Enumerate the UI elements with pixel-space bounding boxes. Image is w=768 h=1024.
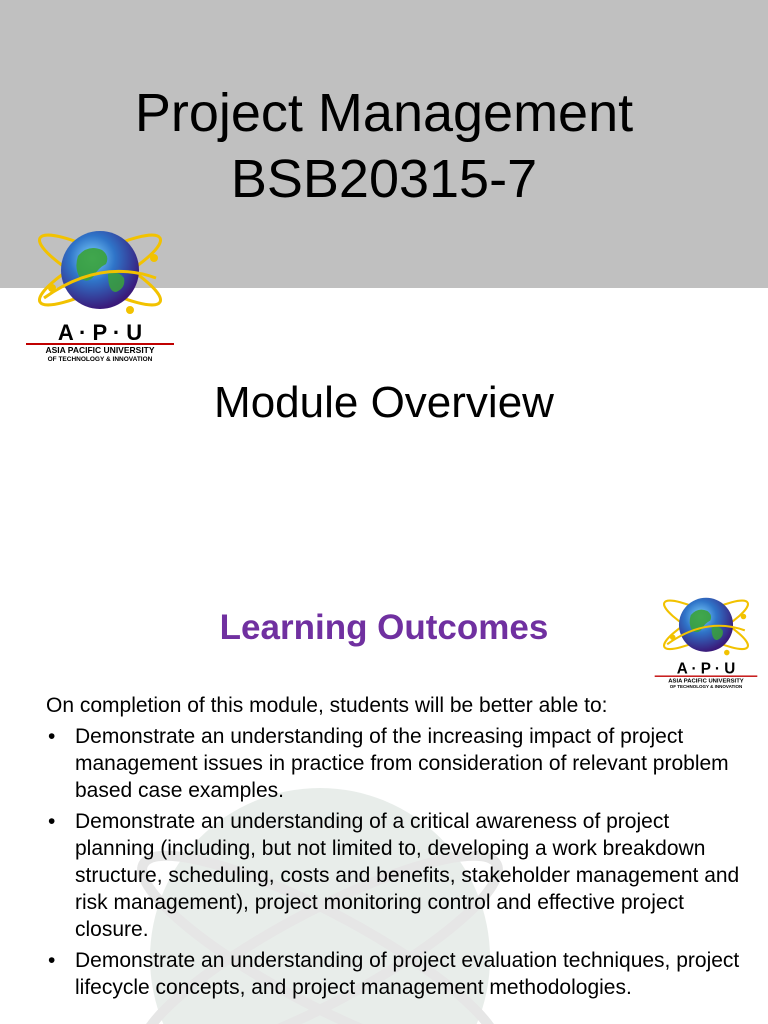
logo-wordmark: A · P · U [676, 660, 736, 678]
logo-subtitle-1: ASIA PACIFIC UNIVERSITY [45, 345, 155, 355]
outcomes-list [46, 723, 746, 1005]
list-item: • Demonstrate an understanding of project evaluation techniques, project lifecycle concepts, and project management methodologies. [46, 947, 746, 1001]
logo-wordmark: A · P · U [57, 320, 143, 345]
logo-subtitle-1: ASIA PACIFIC UNIVERSITY [668, 678, 744, 685]
module-overview-heading: Module Overview [214, 378, 554, 427]
learning-outcomes-heading: Learning Outcomes [219, 608, 549, 647]
logo-subtitle-2: OF TECHNOLOGY & INNOVATION [669, 683, 743, 689]
list-item: • Demonstrate an understanding of the increasing impact of project management issues in practice from consideration of relevant problem based case examples. [46, 723, 746, 804]
logo-subtitle-2: OF TECHNOLOGY & INNOVATION [47, 356, 153, 363]
apu-logo [22, 214, 178, 364]
title-line-1: Project Management [134, 83, 634, 143]
intro-text: On completion of this module, students will be better able to: [46, 694, 608, 717]
apu-logo-small [650, 586, 762, 690]
slide-title [0, 80, 768, 212]
title-line-2: BSB20315-7 [230, 149, 538, 209]
list-item: • Demonstrate an understanding of a critical awareness of project planning (including, but not limited to, developing a work breakdown structure, scheduling, costs and benefits, stakeholder management and risk management), project monitoring control and effective project closure. [46, 808, 746, 943]
